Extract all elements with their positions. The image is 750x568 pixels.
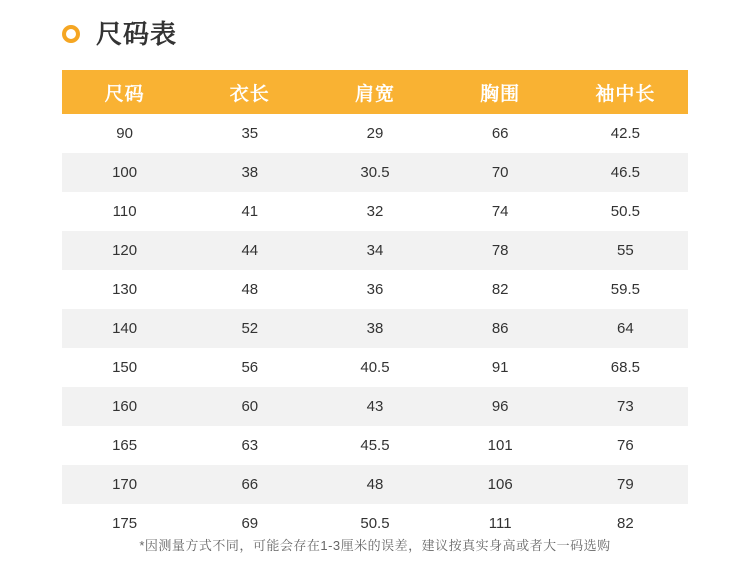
cell-bust: 106 [438,465,563,504]
cell-sleeve: 50.5 [563,192,688,231]
cell-sleeve: 46.5 [563,153,688,192]
cell-length: 63 [187,426,312,465]
table-row [62,231,688,270]
column-header-length: 衣长 [187,70,312,114]
ring-icon [62,25,80,43]
table-row [62,387,688,426]
cell-bust: 74 [438,192,563,231]
cell-sleeve: 68.5 [563,348,688,387]
cell-sleeve: 42.5 [563,114,688,153]
cell-bust: 101 [438,426,563,465]
cell-length: 41 [187,192,312,231]
cell-shoulder: 29 [312,114,437,153]
cell-shoulder: 38 [312,309,437,348]
cell-size: 160 [62,387,187,426]
column-header-shoulder: 肩宽 [312,70,437,114]
cell-shoulder: 43 [312,387,437,426]
cell-size: 150 [62,348,187,387]
cell-shoulder: 36 [312,270,437,309]
table-row [62,270,688,309]
table-row [62,114,688,153]
cell-size: 140 [62,309,187,348]
cell-length: 69 [187,504,312,543]
cell-size: 175 [62,504,187,543]
size-table [62,70,688,543]
column-header-sleeve: 袖中长 [563,70,688,114]
cell-bust: 82 [438,270,563,309]
cell-size: 120 [62,231,187,270]
cell-sleeve: 79 [563,465,688,504]
cell-length: 60 [187,387,312,426]
size-table-container [62,70,688,543]
cell-length: 48 [187,270,312,309]
cell-length: 44 [187,231,312,270]
cell-bust: 111 [438,504,563,543]
column-header-size: 尺码 [62,70,187,114]
cell-shoulder: 50.5 [312,504,437,543]
cell-length: 38 [187,153,312,192]
table-row [62,153,688,192]
table-head [62,70,688,114]
cell-bust: 96 [438,387,563,426]
page-title: 尺码表 [96,19,178,49]
cell-size: 100 [62,153,187,192]
cell-length: 56 [187,348,312,387]
cell-shoulder: 34 [312,231,437,270]
cell-bust: 66 [438,114,563,153]
cell-shoulder: 48 [312,465,437,504]
cell-shoulder: 32 [312,192,437,231]
cell-size: 130 [62,270,187,309]
cell-bust: 70 [438,153,563,192]
table-header-row [62,70,688,114]
measurement-note: *因测量方式不同，可能会存在1-3厘米的误差，建议按真实身高或者大一码选购 [139,538,611,553]
cell-size: 170 [62,465,187,504]
column-header-bust: 胸围 [438,70,563,114]
cell-sleeve: 73 [563,387,688,426]
cell-shoulder: 30.5 [312,153,437,192]
table-row [62,426,688,465]
cell-length: 66 [187,465,312,504]
cell-sleeve: 76 [563,426,688,465]
cell-bust: 91 [438,348,563,387]
cell-bust: 86 [438,309,563,348]
cell-length: 52 [187,309,312,348]
cell-size: 110 [62,192,187,231]
cell-sleeve: 55 [563,231,688,270]
cell-shoulder: 45.5 [312,426,437,465]
table-body [62,114,688,543]
cell-size: 165 [62,426,187,465]
table-row [62,348,688,387]
cell-size: 90 [62,114,187,153]
cell-sleeve: 82 [563,504,688,543]
cell-sleeve: 59.5 [563,270,688,309]
table-row [62,465,688,504]
cell-sleeve: 64 [563,309,688,348]
cell-shoulder: 40.5 [312,348,437,387]
page-header [0,0,750,48]
table-row [62,309,688,348]
table-row [62,192,688,231]
cell-bust: 78 [438,231,563,270]
cell-length: 35 [187,114,312,153]
